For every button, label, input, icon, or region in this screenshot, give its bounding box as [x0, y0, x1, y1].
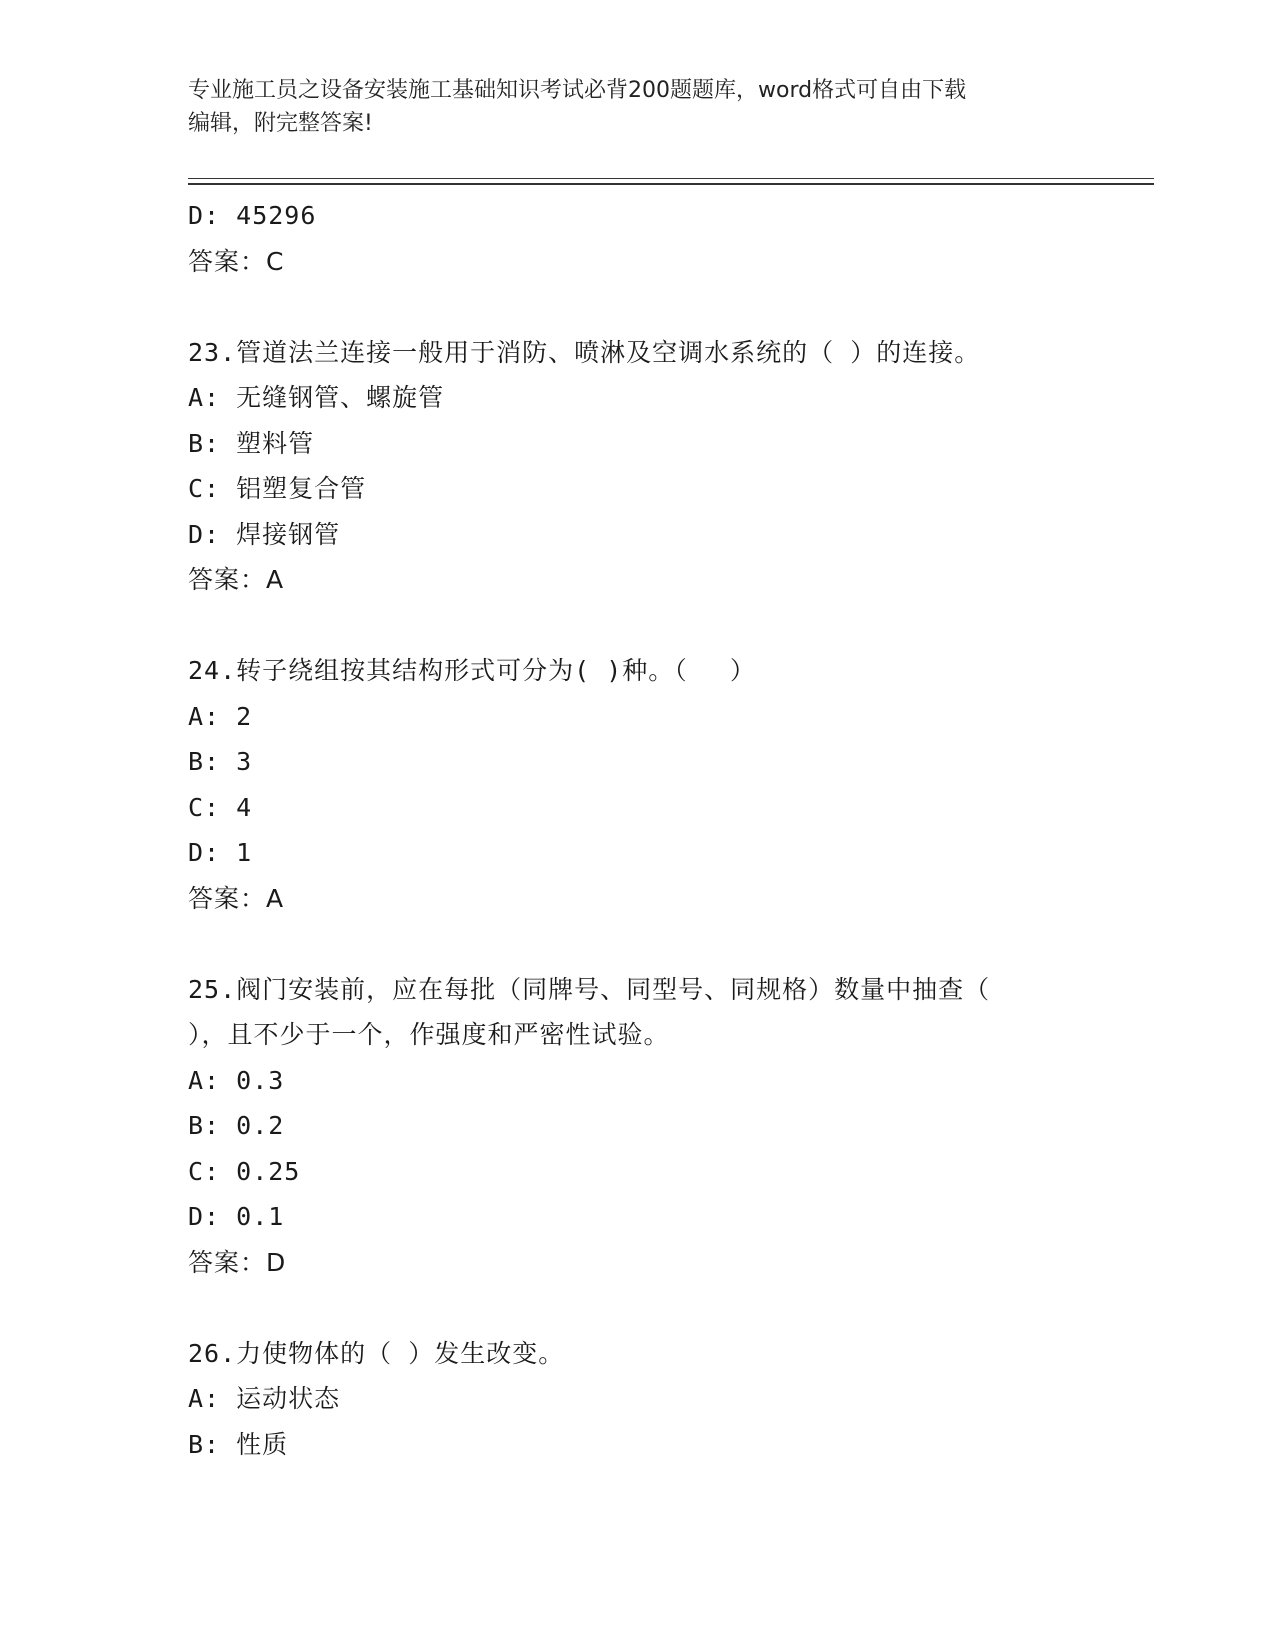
option-c: C: 0.25	[188, 1156, 301, 1186]
option-d: D: 焊接钢管	[188, 519, 341, 549]
question-25	[188, 967, 1088, 1286]
question-stem-continued: ），且不少于一个，作强度和严密性试验。	[188, 1020, 670, 1049]
option-b: B: 塑料管	[188, 428, 315, 458]
question-24	[188, 648, 1088, 921]
option-b: B: 3	[188, 747, 253, 776]
answer-line: 答案：A	[188, 565, 285, 594]
option-c: C: 4	[188, 792, 253, 822]
question-stem: 23.管道法兰连接一般用于消防、喷淋及空调水系统的（ ）的连接。	[188, 337, 981, 367]
header-divider-thin	[188, 178, 1154, 179]
option-a: A: 无缝钢管、螺旋管	[188, 383, 445, 412]
option-a: A: 运动状态	[188, 1384, 341, 1413]
question-26	[188, 1331, 1088, 1468]
question-23	[188, 330, 1088, 603]
option-d: D: 45296	[188, 201, 317, 230]
header-title-line1: 专业施工员之设备安装施工基础知识考试必背200题题库，word格式可自由下载	[188, 78, 967, 103]
answer-line: 答案：D	[188, 1247, 287, 1277]
answer-line: 答案：C	[188, 246, 285, 276]
option-b: B: 0.2	[188, 1111, 285, 1140]
option-d: D: 1	[188, 838, 253, 867]
document-header	[188, 74, 1068, 140]
question-stem: 26.力使物体的（ ）发生改变。	[188, 1338, 565, 1368]
option-a: A: 2	[188, 701, 253, 731]
answer-line: 答案：A	[188, 883, 285, 913]
option-d: D: 0.1	[188, 1202, 285, 1231]
question-stem: 25.阀门安装前，应在每批（同牌号、同型号、同规格）数量中抽查（	[188, 974, 991, 1004]
question-stem: 24.转子绕组按其结构形式可分为( )种。（ ）	[188, 656, 756, 685]
option-a: A: 0.3	[188, 1065, 285, 1095]
header-title-line2: 编辑，附完整答案!	[188, 111, 373, 136]
header-divider-thick	[188, 183, 1154, 185]
option-c: C: 铝塑复合管	[188, 474, 367, 503]
option-b: B: 性质	[188, 1429, 289, 1459]
question-list	[188, 193, 1088, 1467]
